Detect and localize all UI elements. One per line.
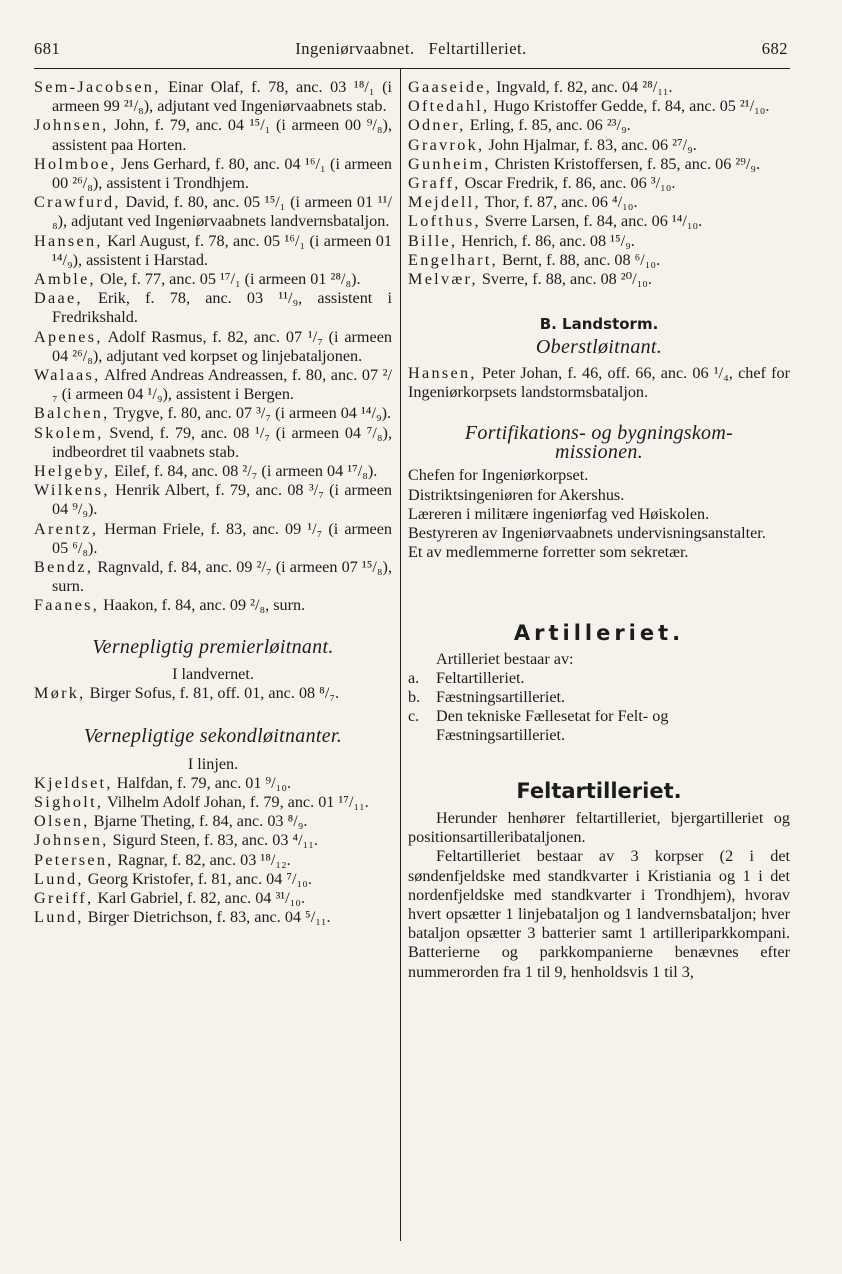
officer-details: Ole, f. 77, anc. 05 ¹⁷/₁ (i armeen 01 ²⁸/₈). [95,270,361,289]
officer-surname: Graff, [408,174,461,193]
officer-entry [408,174,790,193]
officer-surname: Bille, [408,231,458,250]
officer-details: Henrich, f. 86, anc. 08 ¹⁵/₉. [457,231,635,250]
officer-surname: Lund, [34,908,84,927]
subsection-linjen: I linjen. [187,754,239,773]
officer-surname: Amble, [34,270,96,289]
officer-entry [34,870,392,889]
officer-surname: Greiff, [34,888,94,907]
officer-entry [34,520,392,558]
page-header [34,39,788,65]
officer-details: Erling, f. 85, anc. 06 ²³/₉. [465,116,631,135]
officer-entry [408,78,790,97]
column-divider [400,68,401,1241]
officer-surname: Balchen, [34,404,110,423]
artilleriet-list [408,669,790,746]
officer-surname: Lund, [34,869,84,888]
officer-details: Christen Kristoffersen, f. 85, anc. 06 ²⁹/₉. [490,154,761,173]
officer-entry [408,136,790,155]
officer-entry [34,404,392,423]
officer-entry [34,232,392,270]
officer-entry [34,270,392,289]
officer-entry [34,774,392,793]
kommission-member: Chefen for Ingeniørkorpset. [408,466,589,485]
item-label: c. [408,707,420,726]
officer-entry [34,831,392,850]
officer-entry [34,596,392,615]
officer-details: Ingvald, f. 82, anc. 04 ²⁸/₁₁. [492,78,673,96]
officer-surname: Olsen, [34,812,90,831]
officer-surname: Arentz, [34,519,99,538]
officer-details: Ragnar, f. 82, anc. 03 ¹⁸/₁₂. [113,850,291,869]
section-title-premier: Vernepligtig premierløitnant. [92,635,334,658]
kommission-member: Et av medlemmerne forretter som sekretær. [408,543,689,562]
officer-details: David, f. 80, anc. 05 ¹⁵/₁ (i armeen 01 ¹¹/₈), adjutant ved Ingeniørvaabnets landvernsbataljon. [52,193,392,231]
sekond-list [34,774,392,928]
kommission-title-2: missionen. [555,441,643,464]
officer-details: Henrik Albert, f. 79, anc. 08 ³/₇ (i armeen 04 ⁹/₉). [52,481,392,519]
officer-entry [34,889,392,908]
feltartilleriet-heading: Feltartilleriet. [516,778,682,803]
officer-details: Svend, f. 79, anc. 08 ¹/₇ (i armeen 04 ⁷/₈), indbeordret til vaabnets stab. [52,423,392,461]
left-column [34,78,392,927]
officer-details: Einar Olaf, f. 78, anc. 03 ¹⁸/₁ (i armeen 99 ²¹/₈), adjutant ved Ingeniørvaabnets stab. [52,78,392,116]
officer-entry [34,908,392,927]
officer-entry [34,481,392,519]
officer-details: Sverre Larsen, f. 84, anc. 06 ¹⁴/₁₀. [480,212,703,231]
officer-details: John, f. 79, anc. 04 ¹⁵/₁ (i armeen 00 ⁹/₈), assistent paa Horten. [52,116,392,154]
officer-surname: Bendz, [34,558,94,577]
officer-details: Halfdan, f. 79, anc. 01 ⁹/₁₀. [112,773,292,792]
officer-details: Thor, f. 87, anc. 06 ⁴/₁₀. [480,193,638,212]
kommission-title-1: Fortifikations- og bygningskom- [464,422,734,445]
officer-surname: Melvær, [408,270,478,289]
officer-surname: Johnsen, [34,116,109,135]
artilleriet-item [408,669,790,688]
item-text: Fæstningsartilleriet. [436,688,566,707]
officer-surname: Gunheim, [408,154,491,173]
officer-surname: Helgeby, [34,462,111,481]
officer-details: Bjarne Theting, f. 84, anc. 03 ⁸/₉. [89,812,308,831]
officer-details: Karl Gabriel, f. 82, anc. 04 ³¹/₁₀. [93,888,305,907]
kommission-members [408,466,790,562]
landstorm-rank: Oberstløitnant. [535,336,663,359]
officer-details: Alfred Andreas Andreassen, f. 80, anc. 07 ²/₇ (i armeen 04 ¹/₉), assistent i Bergen. [52,366,392,404]
officer-entry [408,97,790,116]
officer-details: John Hjalmar, f. 83, anc. 06 ²⁷/₉. [484,135,697,154]
right-column [408,78,790,982]
officer-entry [34,462,392,481]
officer-entry [34,155,392,193]
officer-entry [34,78,392,116]
officer-details: Vilhelm Adolf Johan, f. 79, anc. 01 ¹⁷/₁₁. [103,792,369,811]
officer-details: Sverre, f. 88, anc. 08 ²⁰/₁₀. [477,270,652,289]
officer-surname: Holmboe, [34,154,117,173]
officer-details: Erik, f. 78, anc. 03 ¹¹/₉, assistent i Fredrikshald. [52,289,392,327]
landstorm-heading: B. Landstorm. [539,315,659,334]
item-label: a. [408,668,420,687]
item-label: b. [408,688,421,707]
officer-surname: Gaaseide, [408,78,493,96]
officer-details: Birger Dietrichson, f. 83, anc. 04 ⁵/₁₁. [83,908,331,927]
officer-surname: Wilkens, [34,481,110,500]
officer-surname: Faanes, [34,596,100,615]
officer-entry [408,212,790,231]
officer-entry [34,328,392,366]
officer-list-continued [408,78,790,289]
officer-surname: Johnsen, [34,831,109,850]
premier-list [34,684,392,703]
officer-details: Birger Sofus, f. 81, off. 01, anc. 08 ⁸/₇. [85,684,340,703]
officer-details: Bernt, f. 88, anc. 08 ⁶/₁₀. [497,250,661,269]
officer-surname: Walaas, [34,366,101,385]
officer-details: Jens Gerhard, f. 80, anc. 04 ¹⁶/₁ (i armeen 00 ²⁶/₈), assistent i Trondhjem. [52,154,392,193]
officer-details: Herman Friele, f. 83, anc. 09 ¹/₇ (i armeen 05 ⁶/₈). [52,519,392,557]
officer-list [34,78,392,616]
item-text: Feltartilleriet. [436,668,525,687]
artilleriet-item [408,707,790,745]
officer-surname: Mejdell, [408,193,481,212]
officer-entry [34,684,392,703]
officer-surname: Mørk, [34,684,86,703]
officer-surname: Sem-Jacobsen, [34,78,161,96]
officer-details: Ragnvald, f. 84, anc. 09 ²/₇ (i armeen 07 ¹⁵/₈), surn. [52,558,392,596]
officer-surname: Skolem, [34,423,104,442]
officer-entry [34,116,392,154]
officer-surname: Apenes, [34,327,103,346]
page-number-left: 681 [34,39,61,58]
officer-details: Trygve, f. 80, anc. 07 ³/₇ (i armeen 04 ¹⁴/₉). [109,404,392,423]
kommission-member: Bestyreren av Ingeniørvaabnets undervisningsanstalter. [408,524,766,543]
officer-entry [34,812,392,831]
officer-details: Adolf Rasmus, f. 82, anc. 07 ¹/₇ (i armeen 04 ²⁶/₈), adjutant ved korpset og linjebataljonen. [52,327,392,365]
officer-entry [408,251,790,270]
officer-surname: Kjeldset, [34,773,113,792]
feltartilleriet-para-2: Feltartilleriet bestaar av 3 korpser (2 i det søndenfjeldske med standkvarter i Kristiania og 1 i det nordenfjeldske med standkvarter i Trondhjem), hvorav hvert opsætter 1 linjebataljon og 1 landvernsbataljon; hver bataljon opsætter 3 batterier samt 1 artilleriparkkompani. Batterierne og parkkompanierne benævnes efter nummerorden fra 1 til 9, henholdsvis 1 til 3, [408,847,790,981]
officer-entry [34,558,392,596]
officer-surname: Lofthus, [408,212,481,231]
officer-surname: Sigholt, [34,792,104,811]
feltartilleriet-para-1: Herunder henhører feltartilleriet, bjergartilleriet og positionsartilleribataljonen. [408,808,790,847]
officer-details: Eilef, f. 84, anc. 08 ²/₇ (i armeen 04 ¹⁷/₈). [110,462,378,481]
officer-entry [34,366,392,404]
officer-details: Karl August, f. 78, anc. 05 ¹⁶/₁ (i armeen 01 ¹⁴/₉), assistent i Harstad. [52,231,392,269]
officer-surname: Odner, [408,116,466,135]
officer-entry [408,116,790,135]
officer-surname: Oftedahl, [408,97,490,116]
officer-entry [408,155,790,174]
page-number-right: 682 [761,39,788,58]
officer-surname: Gravrok, [408,135,485,154]
officer-details: Haakon, f. 84, anc. 09 ²/₈, surn. [99,596,306,615]
officer-details: Oscar Fredrik, f. 86, anc. 06 ³/₁₀. [460,174,676,193]
officer-surname: Hansen, [34,231,103,250]
subsection-landvernet: I landvernet. [172,664,254,683]
officer-surname: Crawfurd, [34,193,121,212]
officer-surname: Petersen, [34,850,114,869]
header-rule [34,68,790,69]
artilleriet-intro: Artilleriet bestaar av: [436,649,574,668]
artilleriet-heading: Artilleriet. [513,621,685,646]
officer-entry [34,289,392,327]
officer-details: Georg Kristofer, f. 81, anc. 04 ⁷/₁₀. [83,869,312,888]
officer-entry [34,851,392,870]
item-text: Den tekniske Fællesetat for Felt- og Fæstningsartilleriet. [436,707,669,745]
section-title-sekond: Vernepligtige sekondløitnanter. [83,725,343,748]
officer-entry [408,270,790,289]
kommission-member: Distriktsingeniøren for Akershus. [408,485,625,504]
kommission-member: Læreren i militære ingeniørfag ved Høiskolen. [408,504,710,523]
running-title: Ingeniørvaabnet. Feltartilleriet. [295,39,527,58]
officer-entry [408,193,790,212]
artilleriet-item [408,688,790,707]
officer-entry [34,193,392,231]
officer-entry [34,793,392,812]
officer-details: Hugo Kristoffer Gedde, f. 84, anc. 05 ²¹/₁₀. [489,97,770,116]
landstorm-entry: Hansen, Peter Johan, f. 46, off. 66, anc. 06 ¹/₄, chef for Ingeniørkorpsets landstormsbataljon. [408,363,790,401]
officer-details: Sigurd Steen, f. 83, anc. 03 ⁴/₁₁. [108,831,318,850]
officer-surname: Daae, [34,289,83,308]
officer-entry [408,232,790,251]
officer-entry [34,424,392,462]
officer-surname: Engelhart, [408,250,498,269]
